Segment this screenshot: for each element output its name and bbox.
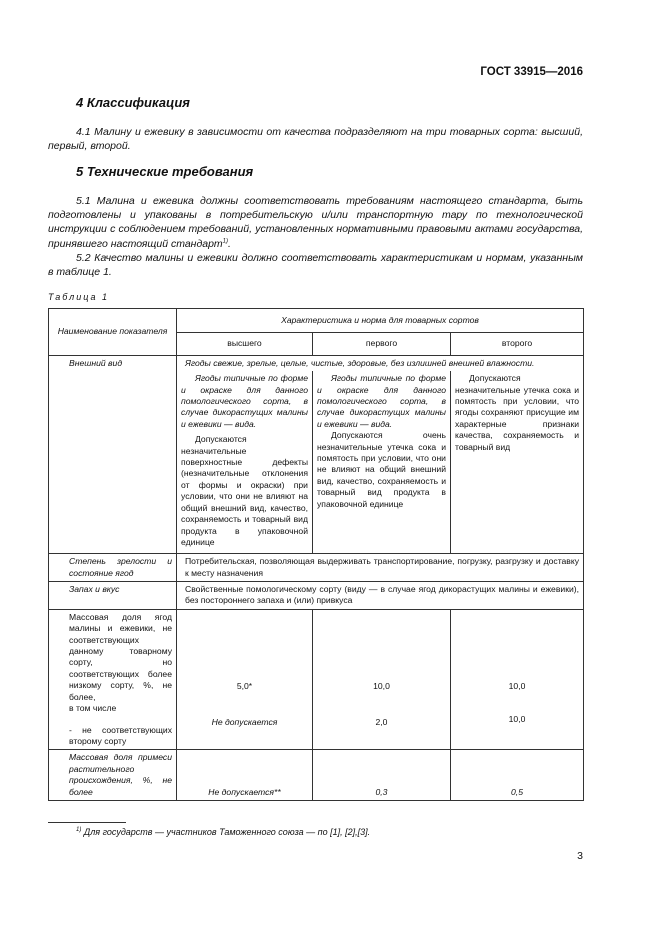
paragraph-5-1: 5.1 Малина и ежевика должны соответствовать требованиям настоящего стандарта, быть подготовлены и упакованы в потребительскую и/или транспортную тару по технологической инструкции с соблюдением требований, установленных нормативными правовыми актами государства, принявшего настоящий стандарт$^{1)}$.: [48, 195, 583, 250]
row-smell-name: Запах и вкус: [49, 582, 177, 610]
header-indicator: Наименование показателя: [49, 309, 177, 356]
standard-number: ГОСТ 33915—2016: [480, 66, 583, 78]
row-appearance-name: Внешний вид: [49, 355, 177, 553]
row-smell-value: Свойственные помологическому сорту (виду — в случае ягод дикорастущих малины и ежевики), без постороннего запаха и (или) привкуса: [177, 582, 584, 610]
row-ripeness-value: Потребительская, позволяющая выдерживать транспортирование, погрузку, разгрузку и доставку к месту назначения: [177, 554, 584, 582]
row-impurity-first: 0,3: [313, 750, 451, 801]
section-5-title: 5 Технические требования: [76, 164, 254, 179]
header-grade-second: второго: [451, 333, 584, 355]
footnote: $^{1)}$ Для государств — участников Таможенного союза — по [1], [2],[3].: [76, 827, 371, 837]
row-impurity-second: 0,5: [451, 750, 584, 801]
header-grade-first: первого: [313, 333, 451, 355]
paragraph-4-1: 4.1 Малину и ежевику в зависимости от качества подразделяют на три товарных сорта: высший, первый, второй.: [48, 126, 583, 153]
page-number: 3: [577, 850, 583, 862]
row-impurity-name: Массовая доля примеси растительного происхождения, %, не более: [49, 750, 177, 801]
table-caption: Таблица 1: [48, 292, 110, 302]
row-impurity-premium: Не допускается**: [177, 750, 313, 801]
row-ripeness-name: Степень зрелости и состояние ягод: [49, 554, 177, 582]
row-mass-premium: 5,0* Не допускается: [177, 609, 313, 749]
row-appearance-premium: Ягоды типичные по форме и окраске для данного помологического сорта, в случае дикорастущих малины и ежевики — вида. Допускаются незначительные поверхностные дефекты (незначительные отклонения от формы и окраски) при условии, что они не влияют на общий внешний вид, качество, сохраняемость и товарный вид продукта в упаковочной единице: [177, 371, 313, 554]
header-grade-premium: высшего: [177, 333, 313, 355]
row-mass-first: 10,0 2,0: [313, 609, 451, 749]
header-group: Характеристика и норма для товарных сортов: [177, 309, 584, 333]
row-appearance-common: Ягоды свежие, зрелые, целые, чистые, здоровые, без излишней внешней влажности.: [177, 355, 584, 371]
footnote-divider: [48, 822, 126, 823]
quality-table: [48, 308, 584, 801]
section-4-title: 4 Классификация: [76, 95, 190, 110]
row-mass-name: Массовая доля ягод малины и ежевики, не соответствующих данному товарному сорту, но соответствующих более низкому сорту, %, не более, в том числе - не соответствующих второму сорту: [49, 609, 177, 749]
row-appearance-second: Допускаются незначительные утечка сока и помятость при условии, что ягоды сохраняют присущие им характерные признаки качества, сохраняемость и товарный вид: [451, 371, 584, 554]
row-mass-second: 10,0 10,0: [451, 609, 584, 749]
paragraph-5-2: 5.2 Качество малины и ежевики должно соответствовать характеристикам и нормам, указанным в таблице 1.: [48, 252, 583, 279]
row-appearance-first: Ягоды типичные по форме и окраске для данного помологического сорта, в случае дикорастущих малины и ежевики — вида. Допускаются очень незначительные утечка сока и помятость при условии, что они не влияют на общий внешний вид, качество, сохраняемость и товарный вид продукта в упаковочной единице: [313, 371, 451, 554]
